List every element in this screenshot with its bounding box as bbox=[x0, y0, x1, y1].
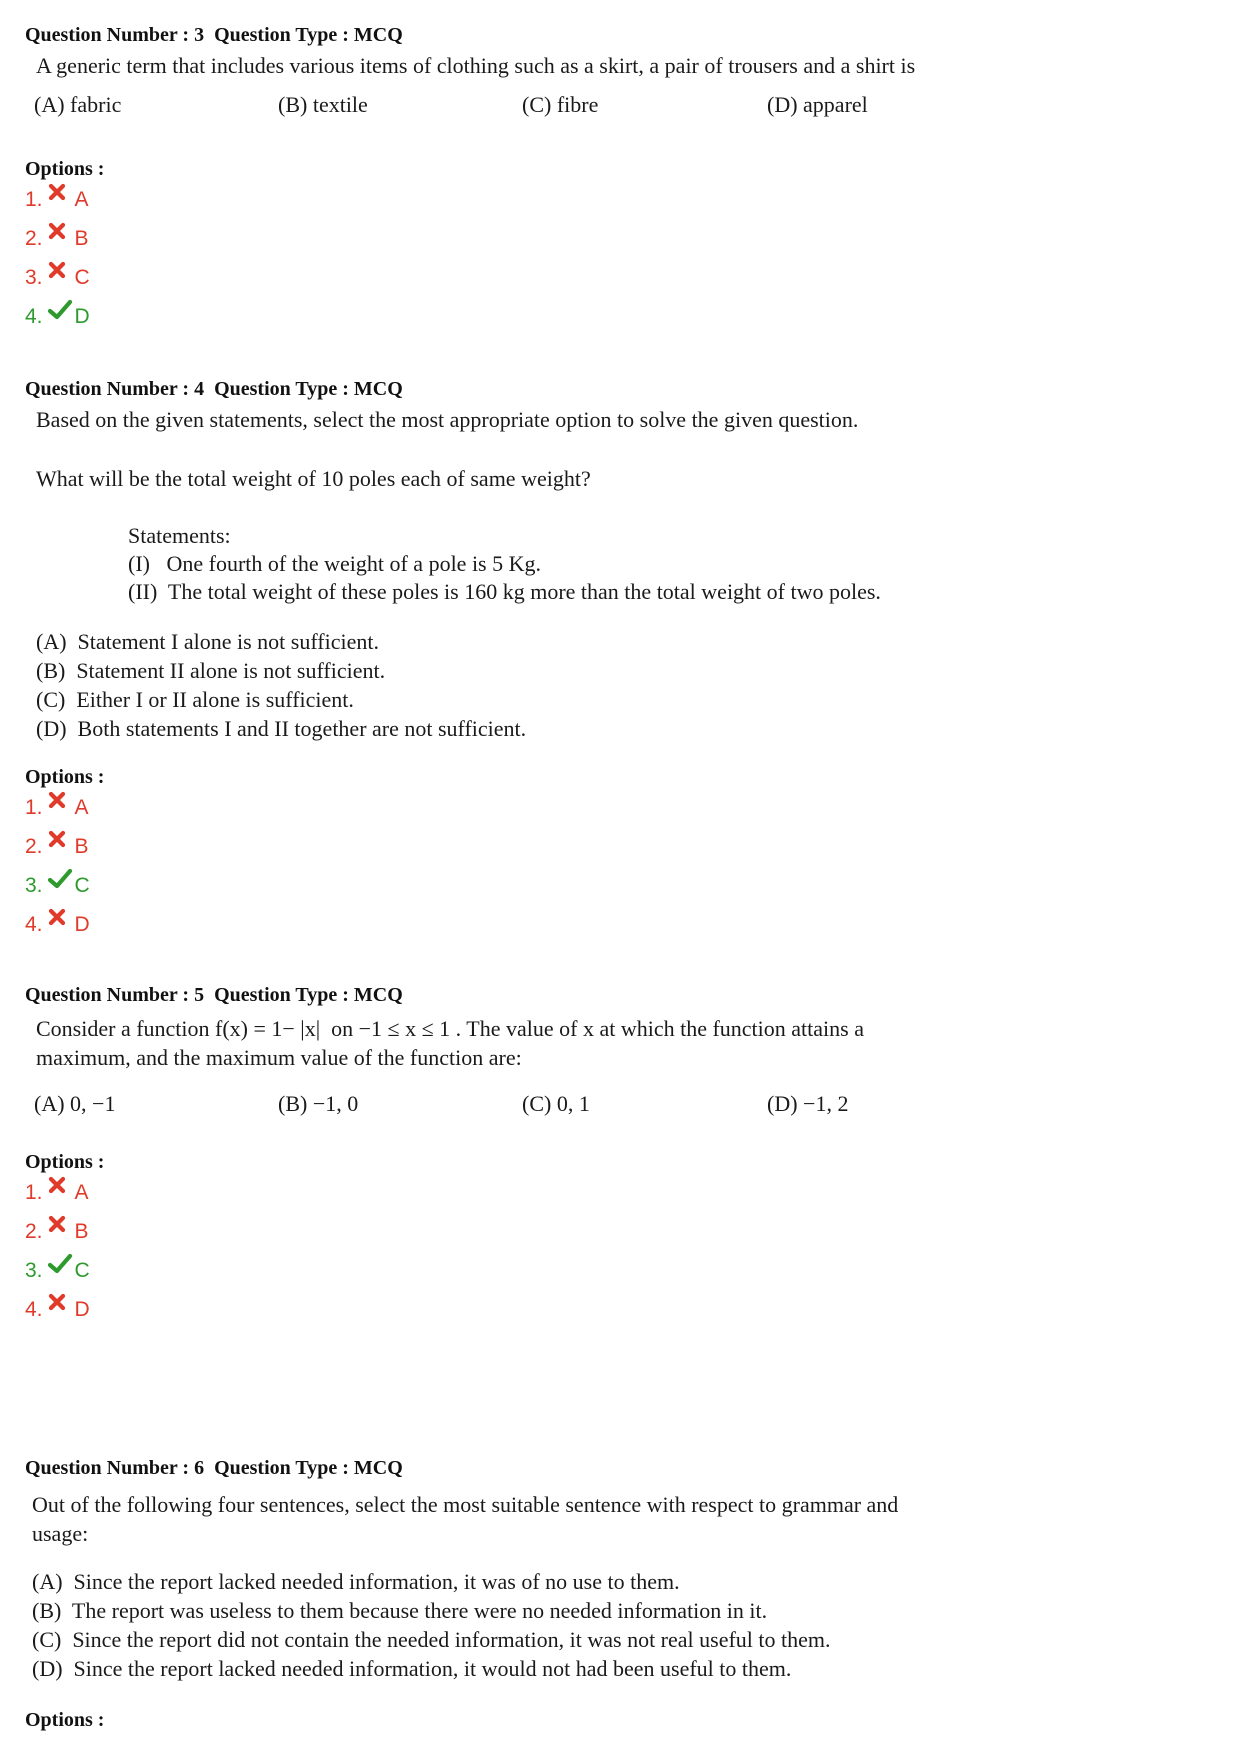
question-4-question bbox=[36, 464, 591, 493]
option-letter: C bbox=[74, 1259, 90, 1282]
option-number: 3. bbox=[25, 266, 43, 289]
question-text-line: Consider a function f(x) = 1− |x| on −1 ≤ x ≤ 1 . The value of x at which the function attains a bbox=[36, 1016, 864, 1041]
question-type: Question Type : MCQ bbox=[214, 984, 403, 1006]
option-letter: A bbox=[74, 188, 89, 211]
choice-a: (A) fabric bbox=[34, 92, 122, 117]
question-4-intro bbox=[36, 405, 858, 434]
option-letter: B bbox=[74, 835, 89, 858]
option-number: 2. bbox=[25, 227, 43, 250]
cross-icon bbox=[47, 907, 73, 929]
cross-icon bbox=[47, 260, 73, 282]
question-6-header bbox=[25, 1457, 403, 1480]
question-5-header bbox=[25, 984, 403, 1007]
cross-icon bbox=[47, 829, 73, 851]
choice-d: (D) −1, 2 bbox=[767, 1091, 849, 1116]
option-letter: D bbox=[74, 305, 90, 328]
option-row bbox=[25, 913, 90, 943]
question-text-line: maximum, and the maximum value of the function are: bbox=[36, 1045, 522, 1070]
option-number: 1. bbox=[25, 1181, 43, 1204]
choice-b: (B) textile bbox=[278, 92, 368, 117]
option-number: 1. bbox=[25, 796, 43, 819]
options-title: Options : bbox=[25, 1151, 105, 1173]
question-6-choices bbox=[32, 1567, 831, 1683]
choice-c: (C) 0, 1 bbox=[522, 1091, 590, 1116]
cross-icon bbox=[47, 221, 73, 243]
option-letter: C bbox=[74, 874, 90, 897]
option-letter: B bbox=[74, 227, 89, 250]
option-letter: A bbox=[74, 1181, 89, 1204]
choice-a: (A) Statement I alone is not sufficient. bbox=[36, 629, 379, 654]
statement-2: (II) The total weight of these poles is 160 kg more than the total weight of two poles. bbox=[128, 579, 881, 604]
question-type: Question Type : MCQ bbox=[214, 1457, 403, 1479]
statements-title: Statements: bbox=[128, 523, 231, 548]
option-row bbox=[25, 1298, 90, 1328]
question-type: Question Type : MCQ bbox=[214, 24, 403, 46]
question-6-text bbox=[32, 1490, 898, 1548]
question-4-choices bbox=[36, 627, 526, 743]
options-title: Options : bbox=[25, 766, 105, 788]
cross-icon bbox=[47, 1214, 73, 1236]
option-number: 2. bbox=[25, 835, 43, 858]
question-text-line: What will be the total weight of 10 poles each of same weight? bbox=[36, 466, 591, 491]
choice-c: (C) fibre bbox=[522, 92, 599, 117]
option-row bbox=[25, 1220, 89, 1250]
question-number: Question Number : 3 bbox=[25, 24, 205, 46]
question-text-line: Based on the given statements, select the most appropriate option to solve the given question. bbox=[36, 407, 859, 432]
option-row bbox=[25, 835, 89, 865]
choice-d: (D) Since the report lacked needed information, it would not had been useful to them. bbox=[32, 1656, 792, 1681]
option-number: 4. bbox=[25, 1298, 43, 1321]
choice-d: (D) apparel bbox=[767, 92, 868, 117]
question-text-line: Out of the following four sentences, select the most suitable sentence with respect to grammar and bbox=[32, 1492, 899, 1517]
cross-icon bbox=[47, 1175, 73, 1197]
cross-icon bbox=[47, 182, 73, 204]
question-3-header bbox=[25, 24, 403, 47]
question-number: Question Number : 4 bbox=[25, 378, 205, 400]
cross-icon bbox=[47, 1292, 73, 1314]
option-number: 4. bbox=[25, 305, 43, 328]
options-title: Options : bbox=[25, 1709, 105, 1731]
option-letter: B bbox=[74, 1220, 89, 1243]
question-text-line: usage: bbox=[32, 1521, 89, 1546]
question-4-header bbox=[25, 378, 403, 401]
option-number: 1. bbox=[25, 188, 43, 211]
cross-icon bbox=[47, 790, 73, 812]
option-number: 3. bbox=[25, 874, 43, 897]
option-number: 4. bbox=[25, 913, 43, 936]
question-3-choices bbox=[34, 92, 1034, 122]
choice-a: (A) 0, −1 bbox=[34, 1091, 116, 1116]
check-icon bbox=[47, 868, 73, 890]
question-5-text bbox=[36, 1014, 864, 1072]
option-row bbox=[25, 266, 90, 296]
question-number: Question Number : 5 bbox=[25, 984, 205, 1006]
choice-d: (D) Both statements I and II together are not sufficient. bbox=[36, 716, 527, 741]
option-letter: A bbox=[74, 796, 89, 819]
check-icon bbox=[47, 299, 73, 321]
statement-1: (I) One fourth of the weight of a pole is 5 Kg. bbox=[128, 551, 542, 576]
option-row bbox=[25, 874, 90, 904]
option-row bbox=[25, 1259, 90, 1289]
choice-b: (B) −1, 0 bbox=[278, 1091, 359, 1116]
choice-a: (A) Since the report lacked needed information, it was of no use to them. bbox=[32, 1569, 680, 1594]
option-letter: D bbox=[74, 913, 90, 936]
question-5-choices bbox=[34, 1091, 1034, 1121]
option-row bbox=[25, 188, 89, 218]
option-number: 2. bbox=[25, 1220, 43, 1243]
option-letter: C bbox=[74, 266, 90, 289]
option-row bbox=[25, 305, 90, 335]
options-title: Options : bbox=[25, 158, 105, 180]
question-number: Question Number : 6 bbox=[25, 1457, 205, 1479]
choice-c: (C) Since the report did not contain the needed information, it was not real useful to them. bbox=[32, 1627, 831, 1652]
option-number: 3. bbox=[25, 1259, 43, 1282]
choice-b: (B) The report was useless to them because there were no needed information in it. bbox=[32, 1598, 768, 1623]
option-row bbox=[25, 796, 89, 826]
question-type: Question Type : MCQ bbox=[214, 378, 403, 400]
question-text-line: A generic term that includes various items of clothing such as a skirt, a pair of trousers and a shirt is bbox=[36, 53, 916, 78]
question-3-text bbox=[36, 51, 915, 80]
choice-b: (B) Statement II alone is not sufficient. bbox=[36, 658, 386, 683]
choice-c: (C) Either I or II alone is sufficient. bbox=[36, 687, 354, 712]
check-icon bbox=[47, 1253, 73, 1275]
option-row bbox=[25, 227, 89, 257]
option-row bbox=[25, 1181, 89, 1211]
question-4-statements bbox=[128, 522, 881, 606]
option-letter: D bbox=[74, 1298, 90, 1321]
